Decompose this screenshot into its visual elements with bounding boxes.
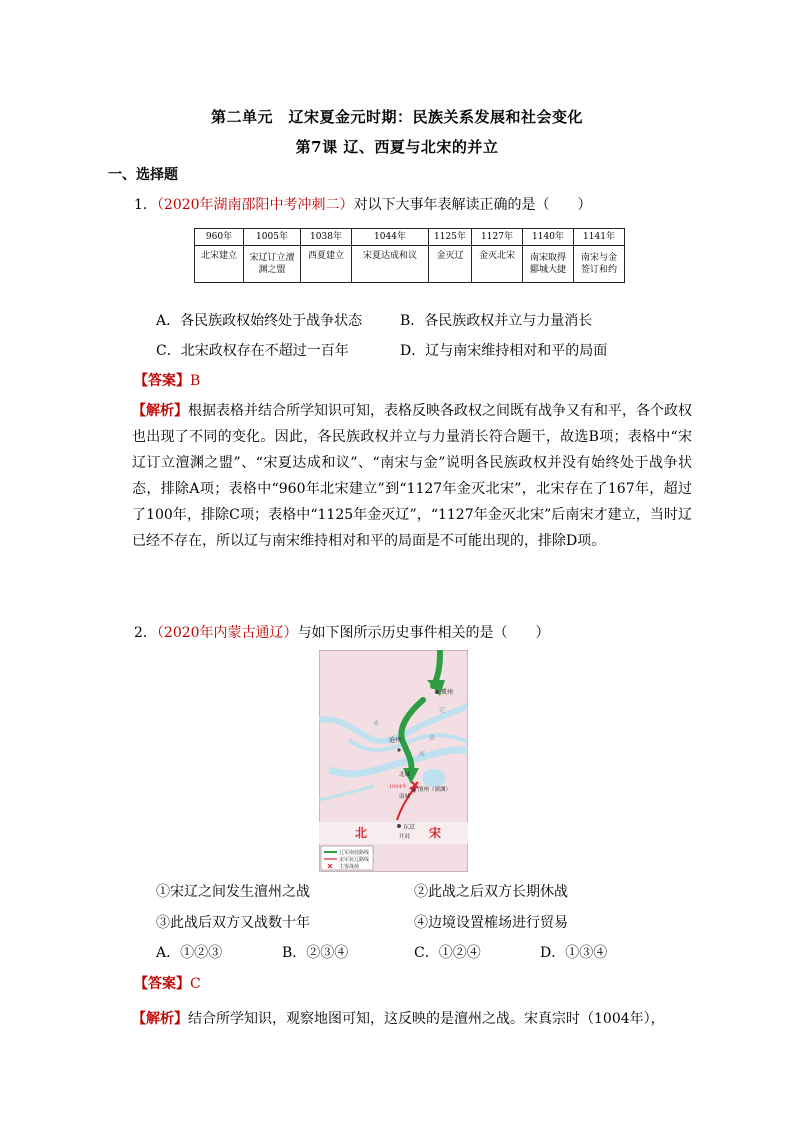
label-chanzhou: 澶州（澶渊） [418, 787, 452, 793]
legend-battle-label: 主要战场 [339, 864, 360, 870]
option-a[interactable]: A．①②③ [156, 945, 223, 961]
analysis-text: 结合所学知识，观察地图可知，这反映的是澶州之战。宋真宗时（1004年）， [188, 1011, 665, 1027]
answer-value: B [190, 373, 201, 389]
option-d[interactable]: D．①③④ [540, 945, 608, 961]
label-cangzhou: 沧州 [389, 737, 402, 744]
option-c[interactable]: C．北宋政权存在不超过一百年 [156, 343, 349, 359]
event-timeline-table [194, 228, 625, 283]
region-band [319, 822, 468, 844]
answer-value: C [190, 976, 201, 992]
question-1 [134, 198, 592, 212]
table-cell-event: 金灭辽 [429, 246, 472, 283]
table-cell-year: 1141年 [574, 229, 625, 246]
answer-label: 【答案】 [134, 976, 190, 992]
question-stem: 对以下大事年表解读正确的是（ ） [353, 197, 592, 213]
statement-1: ①宋辽之间发生澶州之战 [156, 884, 310, 900]
city-marker [412, 788, 415, 791]
question-source: （2020年湖南邵阳中考冲刺二） [156, 197, 354, 213]
river-label: 永 [373, 720, 380, 727]
answer-line [134, 977, 201, 991]
label-beicheng: 北城 [399, 772, 411, 778]
analysis-paragraph [132, 1006, 692, 1032]
label-jizhou: 冀州 [441, 689, 454, 696]
analysis-paragraph [132, 398, 692, 554]
lake [422, 769, 446, 787]
statement-2: ②此战之后双方长期休战 [414, 884, 568, 900]
answer-label: 【答案】 [134, 373, 190, 389]
region-label-bei: 北 [355, 826, 368, 840]
table-row [195, 246, 625, 283]
table-cell-year: 960年 [195, 229, 244, 246]
table-cell-event: 宋夏达成和议 [352, 246, 429, 283]
question-source: （2020年内蒙古通辽） [156, 625, 298, 641]
statement-3: ③此战后双方又战数十年 [156, 915, 310, 931]
region-label-song: 宋 [429, 826, 442, 840]
city-marker [397, 824, 401, 828]
lesson-title: 第7课 辽、西夏与北宋的并立 [295, 138, 499, 156]
table-cell-year: 1140年 [523, 229, 574, 246]
table-cell-event: 西夏建立 [301, 246, 352, 283]
analysis-label: 【解析】 [132, 1011, 188, 1027]
label-dongjing: 东京 [403, 824, 416, 831]
table-cell-year: 1125年 [429, 229, 472, 246]
question-number: 1． [134, 197, 157, 213]
option-b[interactable]: B．各民族政权并立与力量消长 [400, 313, 593, 329]
label-nancheng: 南城 [399, 794, 411, 800]
river-label: 黄 [429, 735, 436, 742]
chanzhou-battle-map [319, 650, 468, 872]
question-2 [134, 626, 550, 640]
table-cell-event: 北宋建立 [195, 246, 244, 283]
table-cell-year: 1044年 [352, 229, 429, 246]
label-year: 1004年 [389, 784, 407, 790]
river-label: 辽 [439, 707, 446, 714]
statement-4: ④边境设置榷场进行贸易 [414, 915, 568, 931]
table-cell-event: 南宋取得郾城大捷 [523, 246, 574, 283]
answer-line [134, 374, 200, 388]
river-label: 河 [419, 751, 426, 758]
analysis-label: 【解析】 [132, 403, 188, 419]
table-cell-event: 金灭北宋 [472, 246, 523, 283]
city-marker [435, 690, 439, 694]
option-c[interactable]: C．①②④ [414, 945, 481, 961]
table-header-row [195, 229, 625, 246]
table-cell-event: 宋辽订立澶渊之盟 [244, 246, 301, 283]
question-number: 2． [134, 625, 157, 641]
city-marker [397, 748, 400, 751]
legend-liao-label: 辽军南侵路线 [339, 850, 370, 856]
option-d[interactable]: D．辽与南宋维持相对和平的局面 [400, 343, 608, 359]
option-a[interactable]: A．各民族政权始终处于战争状态 [156, 313, 363, 329]
label-kaifeng: 开封 [399, 834, 411, 840]
analysis-text: 根据表格并结合所学知识可知，表格反映各政权之间既有战争又有和平，各个政权也出现了不同的变化。因此，各民族政权并立与力量消长符合题干，故选B项；表格中“宋辽订立澶渊之盟”、“宋夏达成和议”、“南宋与金”说明各民族政权并没有始终处于战争状态，排除A项；表格中“960年北宋建立”到“1127年金灭北宋”，北宋存在了167年，超过了100年，排除C项；表格中“1125年金灭辽”，“1127年金灭北宋”后南宋才建立，当时辽已经不存在，所以辽与南宋维持相对和平的局面是不可能出现的，排除D项。 [132, 403, 692, 549]
section-title: 一、选择题 [108, 167, 178, 183]
option-b[interactable]: B．②③④ [282, 945, 349, 961]
unit-title: 第二单元 辽宋夏金元时期：民族关系发展和社会变化 [210, 108, 583, 126]
question-stem: 与如下图所示历史事件相关的是（ ） [297, 625, 550, 641]
table-cell-event: 南宋与金签订和约 [574, 246, 625, 283]
table-cell-year: 1127年 [472, 229, 523, 246]
legend-song-label: 宋军抗辽路线 [339, 857, 370, 863]
table-cell-year: 1005年 [244, 229, 301, 246]
table-cell-year: 1038年 [301, 229, 352, 246]
